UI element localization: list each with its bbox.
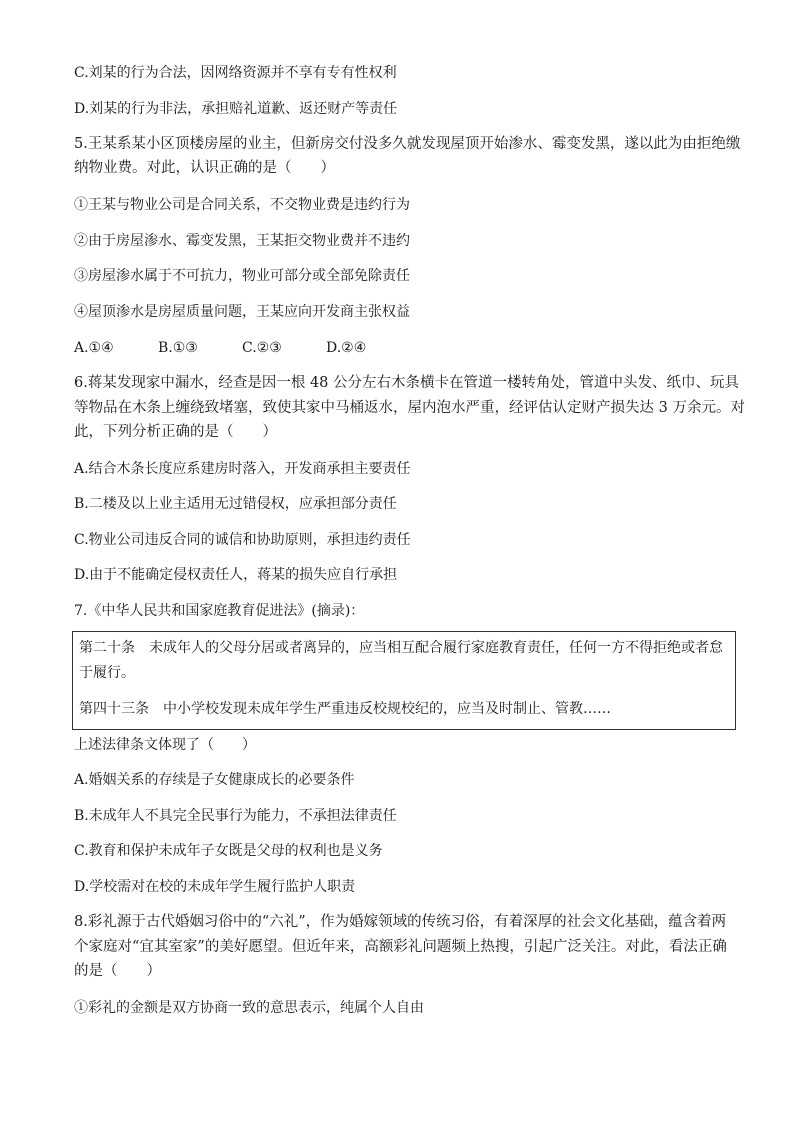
q7-question: 上述法律条文体现了（ ）	[74, 737, 256, 753]
q8-stem-line1: 8.彩礼源于古代婚姻习俗中的“六礼”，作为婚嫁领域的传统习俗，有着深厚的社会文化基础，蕴含着两	[74, 914, 727, 930]
q7-stem: 7.《中华人民共和国家庭教育促进法》(摘录)：	[74, 603, 365, 619]
q4-option-d: D.刘某的行为非法，承担赔礼道歉、返还财产等责任	[74, 101, 398, 117]
law-article-20-line2: 于履行。	[79, 665, 135, 681]
q5-stem-line2: 纳物业费。对此，认识正确的是（ ）	[74, 160, 335, 176]
q5-stem-line1: 5.王某系某小区顶楼房屋的业主，但新房交付没多久就发现屋顶开始渗水、霉变发黑，遂以此为由拒绝缴	[74, 136, 741, 152]
q5-option-d: D.②④	[326, 340, 367, 356]
q5-item-2: ②由于房屋渗水、霉变发黑，王某拒交物业费并不违约	[74, 233, 410, 249]
q5-option-c: C.②③	[242, 340, 282, 356]
q5-options	[74, 338, 366, 358]
law-excerpt-box	[72, 631, 736, 730]
q5-item-1: ①王某与物业公司是合同关系，不交物业费是违约行为	[74, 197, 410, 213]
law-article-20-line1: 第二十条 未成年人的父母分居或者离异的，应当相互配合履行家庭教育责任，任何一方不得拒绝或者怠	[79, 640, 723, 656]
q8-stem-line3: 的是（ ）	[74, 963, 161, 979]
q6-option-b: B.二楼及以上业主适用无过错侵权，应承担部分责任	[74, 496, 397, 512]
q6-option-a: A.结合木条长度应系建房时落入，开发商承担主要责任	[74, 461, 411, 477]
q7-option-b: B.未成年人不具完全民事行为能力，不承担法律责任	[74, 808, 397, 824]
q5-option-a: A.①④	[74, 340, 114, 356]
q6-stem-line3: 此，下列分析正确的是（ ）	[74, 424, 277, 440]
q5-item-3: ③房屋渗水属于不可抗力，物业可部分或全部免除责任	[74, 268, 410, 284]
q4-option-c: C.刘某的行为合法，因网络资源并不享有专有性权利	[74, 65, 397, 81]
law-article-43: 第四十三条 中小学校发现未成年学生严重违反校规校纪的，应当及时制止、管教……	[79, 701, 611, 717]
q7-option-d: D.学校需对在校的未成年学生履行监护人职责	[74, 879, 356, 895]
q7-option-a: A.婚姻关系的存续是子女健康成长的必要条件	[74, 772, 355, 788]
q8-item-1: ①彩礼的金额是双方协商一致的意思表示，纯属个人自由	[74, 1000, 424, 1016]
q6-option-d: D.由于不能确定侵权责任人，蒋某的损失应自行承担	[74, 567, 398, 583]
q6-stem-line1: 6.蒋某发现家中漏水，经查是因一根 48 公分左右木条横卡在管道一楼转角处，管道中头发、纸巾、玩具	[74, 375, 739, 391]
q5-item-4: ④屋顶渗水是房屋质量问题，王某应向开发商主张权益	[74, 304, 410, 320]
q6-option-c: C.物业公司违反合同的诚信和协助原则，承担违约责任	[74, 532, 411, 548]
q8-stem-line2: 个家庭对“宜其室家”的美好愿望。但近年来，高额彩礼问题频上热搜，引起广泛关注。对此，看法正确	[74, 939, 727, 955]
q7-option-c: C.教育和保护未成年子女既是父母的权利也是义务	[74, 843, 383, 859]
q5-option-b: B.①③	[158, 340, 198, 356]
q6-stem-line2: 等物品在木条上缠绕致堵塞，致使其家中马桶返水，屋内泡水严重，经评估认定财产损失达 3 万余元。对	[74, 400, 745, 416]
